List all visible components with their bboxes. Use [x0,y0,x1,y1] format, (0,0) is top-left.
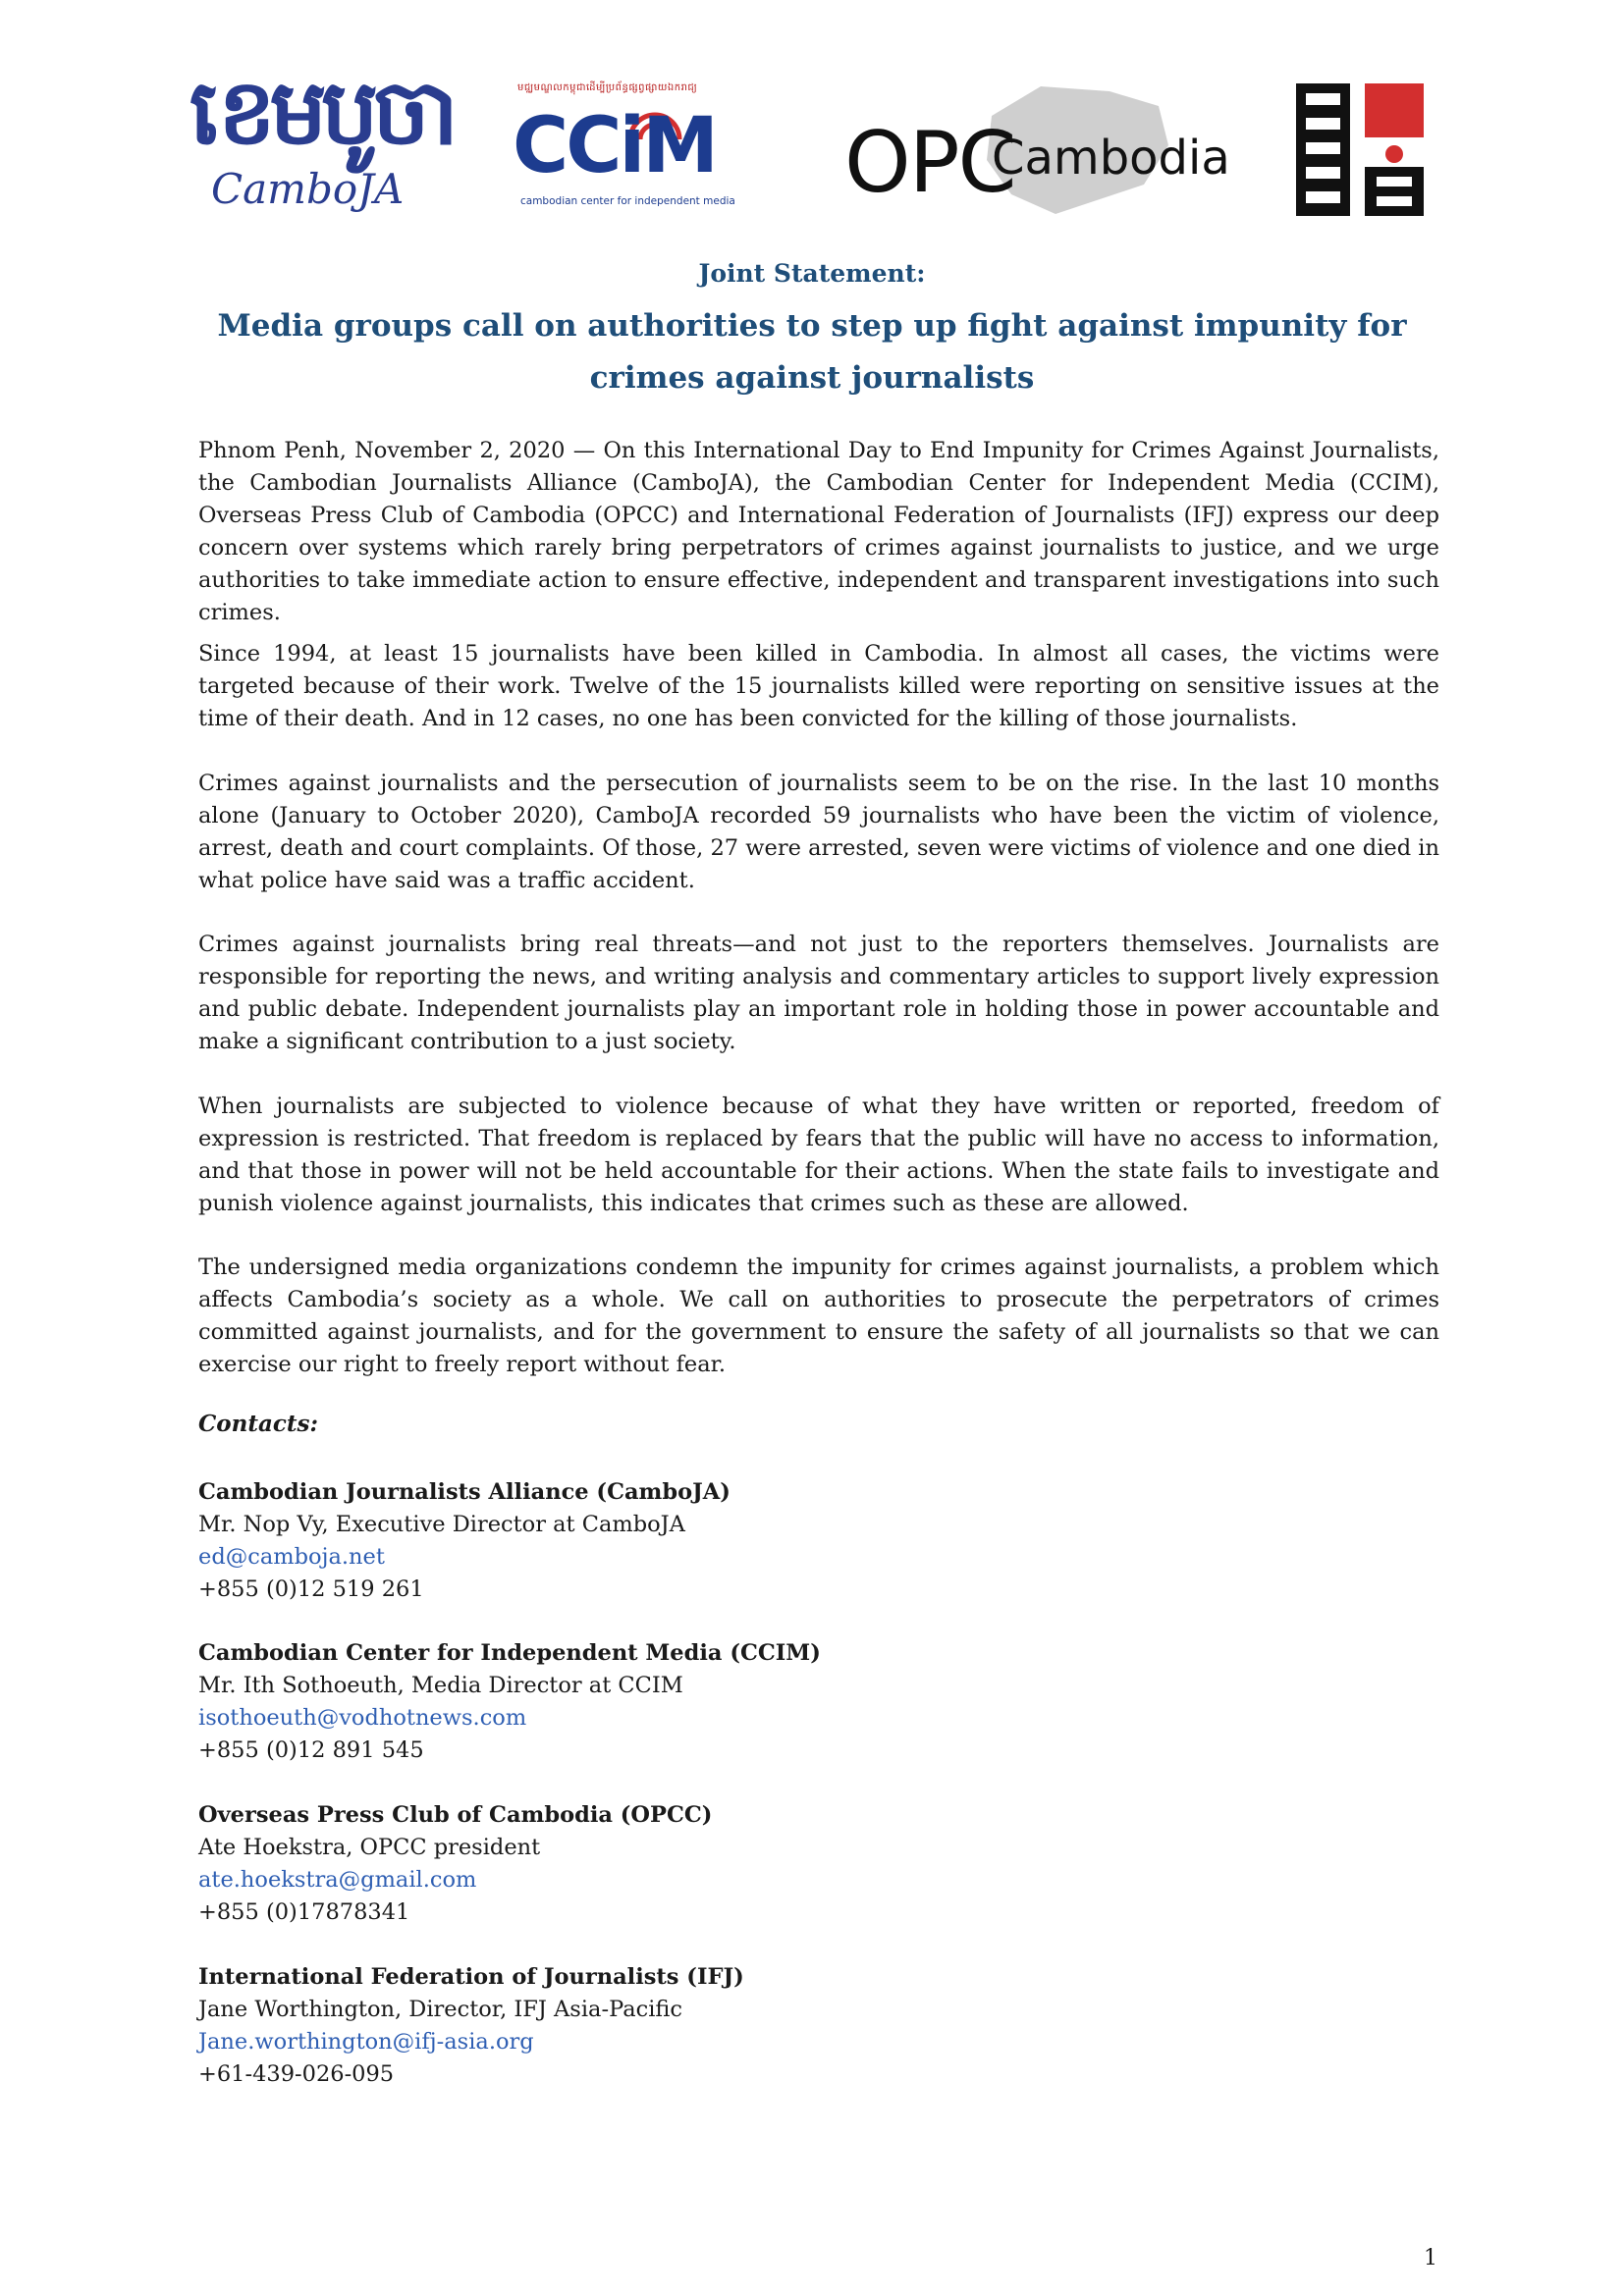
page-number: 1 [1424,2246,1437,2270]
contact-org: Cambodian Journalists Alliance (CamboJA) [198,1479,731,1505]
ccim-logo-tagline: cambodian center for independent media [520,195,735,207]
contact-ccim [198,1637,1082,1767]
statement-label: Joint Statement: [698,259,926,288]
camboja-logo-word: CamboJA [211,165,405,213]
camboja-logo-script: ខេមបូចា [189,59,453,165]
contact-email-link[interactable]: Jane.worthington@ifj-asia.org [198,2029,534,2055]
paragraph-persecution: Crimes against journalists and the persecution of journalists seem to be on the rise. In the last 10 months alone (January to October 2020), CamboJA recorded 59 journalists who have been the victim of violence, arrest, death and court complaints. Of those, 27 were arrested, seven were victims of violence and one died in what police have said was a traffic accident. [198,771,1439,893]
ifj-logo [1296,83,1424,216]
opcc-logo-country: Cambodia [992,131,1230,186]
paragraph-threats: Crimes against journalists bring real threats—and not just to the reporters themselves. Journalists are responsible for reporting the news, and writing analysis and commentary articles to support lively expression and public debate. Independent journalists play an important role in holding those in power accountable and make a significant contribution to a just society. [198,932,1439,1054]
opcc-logo [844,77,1230,219]
contact-phone: +855 (0)12 891 545 [198,1737,424,1763]
contact-email-link[interactable]: isothoeuth@vodhotnews.com [198,1705,527,1731]
ccim-logo [503,80,738,213]
ccim-logo-khmer-tagline: មជ្ឈមណ្ឌលកម្ពុជាដើម្បីប្រព័ន្ធផ្សព្វផ្សាយឯករាជ្យ [517,82,698,93]
contact-person: Ate Hoekstra, OPCC president [198,1835,541,1860]
paragraph-condemn: The undersigned media organizations condemn the impunity for crimes against journalists, a problem which affects Cambodia’s society as a whole. We call on authorities to prosecute the perpetrators of crimes committed against journalists, and for the government to ensure the safety of all journalists so that we can exercise our right to freely report without fear. [198,1255,1439,1377]
contact-org: Cambodian Center for Independent Media (CCIM) [198,1640,821,1666]
contacts-heading: Contacts: [198,1411,318,1437]
contact-org: International Federation of Journalists (IFJ) [198,1964,744,1990]
ifj-logo-mark [1296,83,1424,216]
statement-title: Media groups call on authorities to step up fight against impunity for crimes against journalists [217,308,1407,396]
contact-person: Mr. Ith Sothoeuth, Media Director at CCIM [198,1673,683,1698]
paragraph-intro: Phnom Penh, November 2, 2020 — On this International Day to End Impunity for Crimes Against Journalists, the Cambodian Journalists Alliance (CamboJA), the Cambodian Center for Independent Media (CCIM), Overseas Press Club of Cambodia (OPCC) and International Federation of Journalists (IFJ) express our deep concern over systems which rarely bring perpetrators of crimes against journalists to justice, and we urge authorities to take immediate action to ensure effective, independent and transparent investigations into such crimes. [198,438,1439,625]
contact-ifj [198,1961,1082,2091]
contact-phone: +855 (0)12 519 261 [198,1576,424,1602]
ccim-logo-word: CCiM [513,102,716,190]
contact-camboja [198,1476,1082,1606]
contact-opcc [198,1799,1082,1929]
contact-org: Overseas Press Club of Cambodia (OPCC) [198,1802,713,1828]
contact-email-link[interactable]: ed@camboja.net [198,1544,385,1570]
camboja-logo [182,59,453,214]
contact-phone: +855 (0)17878341 [198,1899,410,1925]
contact-person: Jane Worthington, Director, IFJ Asia-Pacific [198,1997,683,2022]
contact-phone: +61-439-026-095 [198,2061,395,2087]
contact-person: Mr. Nop Vy, Executive Director at CamboJA [198,1512,685,1537]
contact-email-link[interactable]: ate.hoekstra@gmail.com [198,1867,477,1893]
paragraph-killings: Since 1994, at least 15 journalists have been killed in Cambodia. In almost all cases, the victims were targeted because of their work. Twelve of the 15 journalists killed were reporting on sensitive issues at the time of their death. And in 12 cases, no one has been convicted for the killing of those journalists. [198,641,1439,731]
opcc-logo-word: OPC [844,114,1015,212]
paragraph-freedom: When journalists are subjected to violence because of what they have written or reported, freedom of expression is restricted. That freedom is replaced by fears that the public will have no access to information, and that those in power will not be held accountable for their actions. When the state fails to investigate and punish violence against journalists, this indicates that crimes such as these are allowed. [198,1094,1439,1216]
